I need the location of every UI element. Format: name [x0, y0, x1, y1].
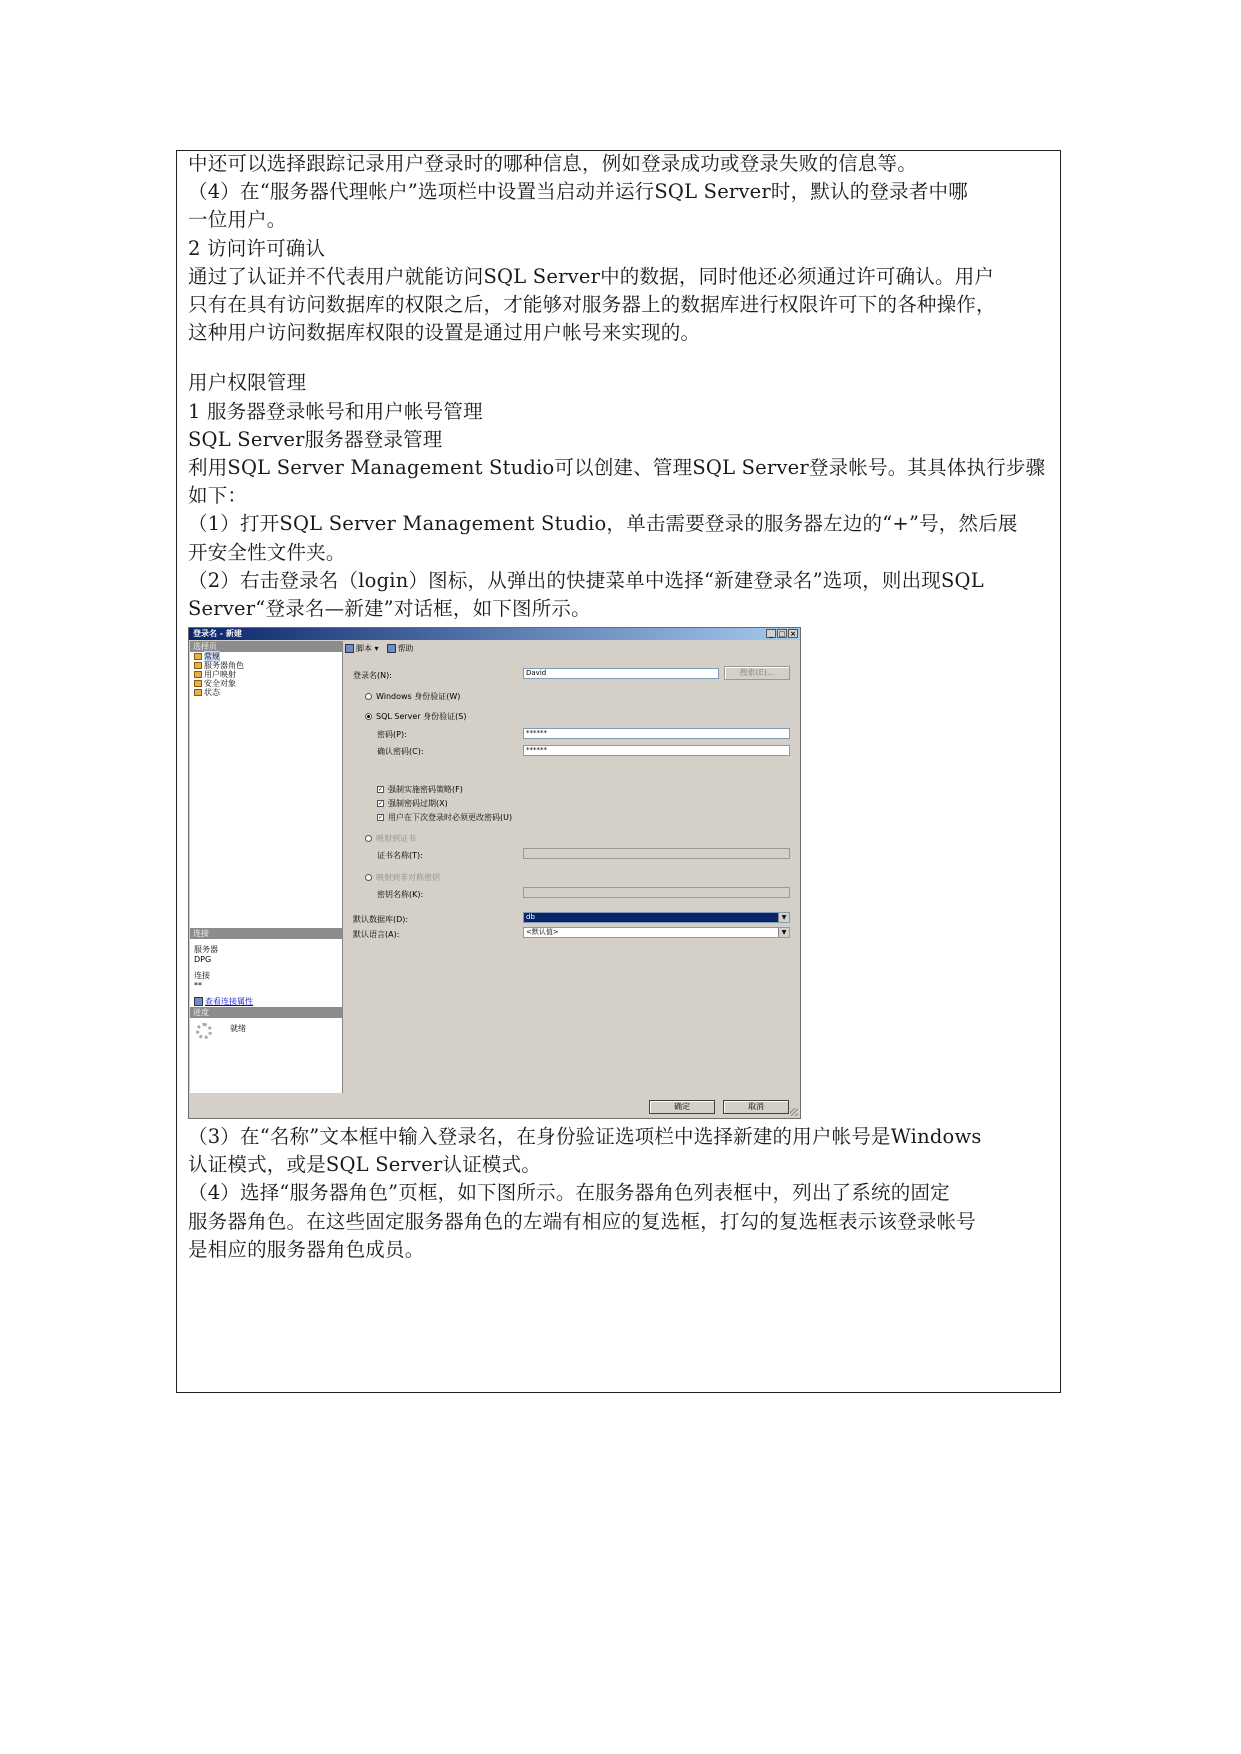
dialog-title-bar [189, 628, 800, 640]
page-icon [194, 680, 202, 687]
server-label: 服务器 [194, 945, 218, 954]
page-icon [194, 662, 202, 669]
text-line: Server“登录名—新建”对话框，如下图所示。 [188, 597, 591, 621]
maximize-button[interactable]: □ [778, 630, 786, 638]
login-new-dialog [188, 627, 801, 1119]
password-label: 密码(P): [377, 730, 407, 739]
progress-spinner-icon [196, 1023, 212, 1039]
default-db-label: 默认数据库(D): [353, 915, 409, 924]
enforce-expiration-option[interactable]: ✓ 强制密码过期(X) [378, 799, 448, 808]
text-line: 2 访问许可确认 [188, 236, 326, 260]
script-button[interactable]: 脚本 ▾ [345, 643, 379, 654]
chevron-down-icon: ▼ [778, 913, 789, 922]
cert-mapped-option[interactable]: 映射到证书 [365, 833, 416, 844]
page-icon [194, 689, 202, 696]
pages-header: 选择页 [190, 641, 342, 652]
server-value: DPG [194, 955, 212, 964]
enforce-expiration-checkbox[interactable]: ✓ [378, 800, 384, 807]
chevron-down-icon: ▼ [778, 928, 789, 937]
help-icon [387, 644, 396, 653]
view-connection-properties-link[interactable]: 查看连接属性 [205, 997, 253, 1006]
page-securables[interactable]: 安全对象 [190, 679, 342, 688]
section-heading: 用户权限管理 [188, 371, 307, 395]
left-pane [190, 641, 343, 1093]
text-line: 通过了认证并不代表用户就能访问SQL Server中的数据，同时他还必须通过许可确认。用户 [188, 264, 995, 288]
text-line: 开安全性文件夹。 [188, 540, 346, 564]
asym-key-option[interactable]: 映射到非对称密钥 [365, 872, 440, 883]
enforce-policy-option[interactable]: ✓ 强制实施密码策略(F) [378, 785, 463, 794]
text-line: （4）在“服务器代理帐户”选项栏中设置当启动并运行SQL Server时，默认的登录者中哪 [188, 180, 968, 204]
must-change-checkbox[interactable]: ✓ [378, 814, 384, 821]
text-line: 服务器角色。在这些固定服务器角色的左端有相应的复选框，打勾的复选框表示该登录帐号 [188, 1209, 977, 1233]
confirm-password-input[interactable]: ****** [523, 745, 790, 756]
text-line: （4）选择“服务器角色”页框，如下图所示。在服务器角色列表框中，列出了系统的固定 [188, 1181, 950, 1205]
help-button[interactable]: 帮助 [387, 643, 414, 654]
text-line: 一位用户。 [188, 208, 287, 232]
text-line: 只有在具有访问数据库的权限之后，才能够对服务器上的数据库进行权限许可下的各种操作， [188, 293, 996, 317]
cert-mapped-radio[interactable] [365, 835, 372, 842]
text-line: 中还可以选择跟踪记录用户登录时的哪种信息，例如登录成功或登录失败的信息等。 [188, 152, 917, 175]
connection-value: ** [194, 981, 202, 990]
dialog-title: 登录名 - 新建 [193, 629, 242, 638]
text-line: 1 服务器登录帐号和用户帐号管理 [188, 399, 483, 423]
text-line: 利用SQL Server Management Studio可以创建、管理SQL Server登录帐号。其具体执行步骤 [188, 456, 1046, 480]
text-line: （3）在“名称”文本框中输入登录名，在身份验证选项栏中选择新建的用户帐号是Windows [188, 1125, 982, 1148]
text-block-bottom [188, 1123, 1054, 1264]
close-button[interactable]: × [788, 629, 798, 638]
connection-header: 连接 [190, 928, 342, 939]
sql-auth-option[interactable]: SQL Server 身份验证(S) [365, 711, 466, 722]
text-block-top [188, 150, 1054, 623]
progress-status: 就绪 [230, 1024, 246, 1033]
ok-button[interactable]: 确定 [649, 1100, 715, 1114]
page-status[interactable]: 状态 [190, 688, 342, 697]
login-name-input[interactable]: David [523, 668, 719, 679]
cancel-button[interactable]: 取消 [723, 1100, 789, 1114]
password-input[interactable]: ****** [523, 728, 790, 739]
progress-section [190, 1007, 342, 1033]
text-line: 这种用户访问数据库权限的设置是通过用户帐号来实现的。 [188, 321, 701, 345]
minimize-button[interactable]: _ [766, 629, 776, 638]
default-lang-label: 默认语言(A): [353, 930, 400, 939]
must-change-option[interactable]: ✓ 用户在下次登录时必须更改密码(U) [378, 813, 513, 822]
text-line: 如下： [188, 484, 248, 508]
page-server-roles[interactable]: 服务器角色 [190, 661, 342, 670]
resize-grip-icon[interactable] [790, 1108, 798, 1116]
key-name-input[interactable] [523, 887, 790, 898]
confirm-password-label: 确认密码(C): [377, 747, 424, 756]
default-lang-select[interactable]: <默认值> ▼ [523, 927, 790, 938]
script-icon [345, 644, 354, 653]
connection-label: 连接 [194, 971, 210, 980]
login-name-label: 登录名(N): [353, 671, 392, 680]
windows-auth-radio[interactable] [365, 693, 372, 700]
cert-name-input[interactable] [523, 848, 790, 859]
text-line: （1）打开SQL Server Management Studio，单击需要登录的服务器左边的“+”号，然后展 [188, 512, 1018, 536]
text-line: SQL Server服务器登录管理 [188, 427, 443, 451]
search-button[interactable]: 搜索(E)... [724, 666, 790, 680]
text-line: （2）右击登录名（login）图标，从弹出的快捷菜单中选择“新建登录名”选项，则出现SQL [188, 568, 984, 592]
windows-auth-option[interactable]: Windows 身份验证(W) [365, 691, 460, 702]
progress-header: 进度 [190, 1007, 342, 1018]
default-db-select[interactable]: db ▼ [523, 912, 790, 923]
asym-key-radio[interactable] [365, 874, 372, 881]
properties-icon [194, 997, 203, 1006]
text-line: 认证模式，或是SQL Server认证模式。 [188, 1153, 541, 1177]
page-icon [194, 653, 202, 660]
cert-name-label: 证书名称(T): [377, 851, 423, 860]
key-name-label: 密钥名称(K): [377, 890, 424, 899]
connection-section [190, 928, 342, 1013]
text-line: 是相应的服务器角色成员。 [188, 1237, 425, 1261]
sql-auth-radio[interactable] [365, 713, 372, 720]
page-icon [194, 671, 202, 678]
right-pane [343, 641, 800, 1093]
enforce-policy-checkbox[interactable]: ✓ [378, 786, 384, 793]
page-user-mapping[interactable]: 用户映射 [190, 670, 342, 679]
page-general[interactable]: 常规 [190, 652, 342, 661]
